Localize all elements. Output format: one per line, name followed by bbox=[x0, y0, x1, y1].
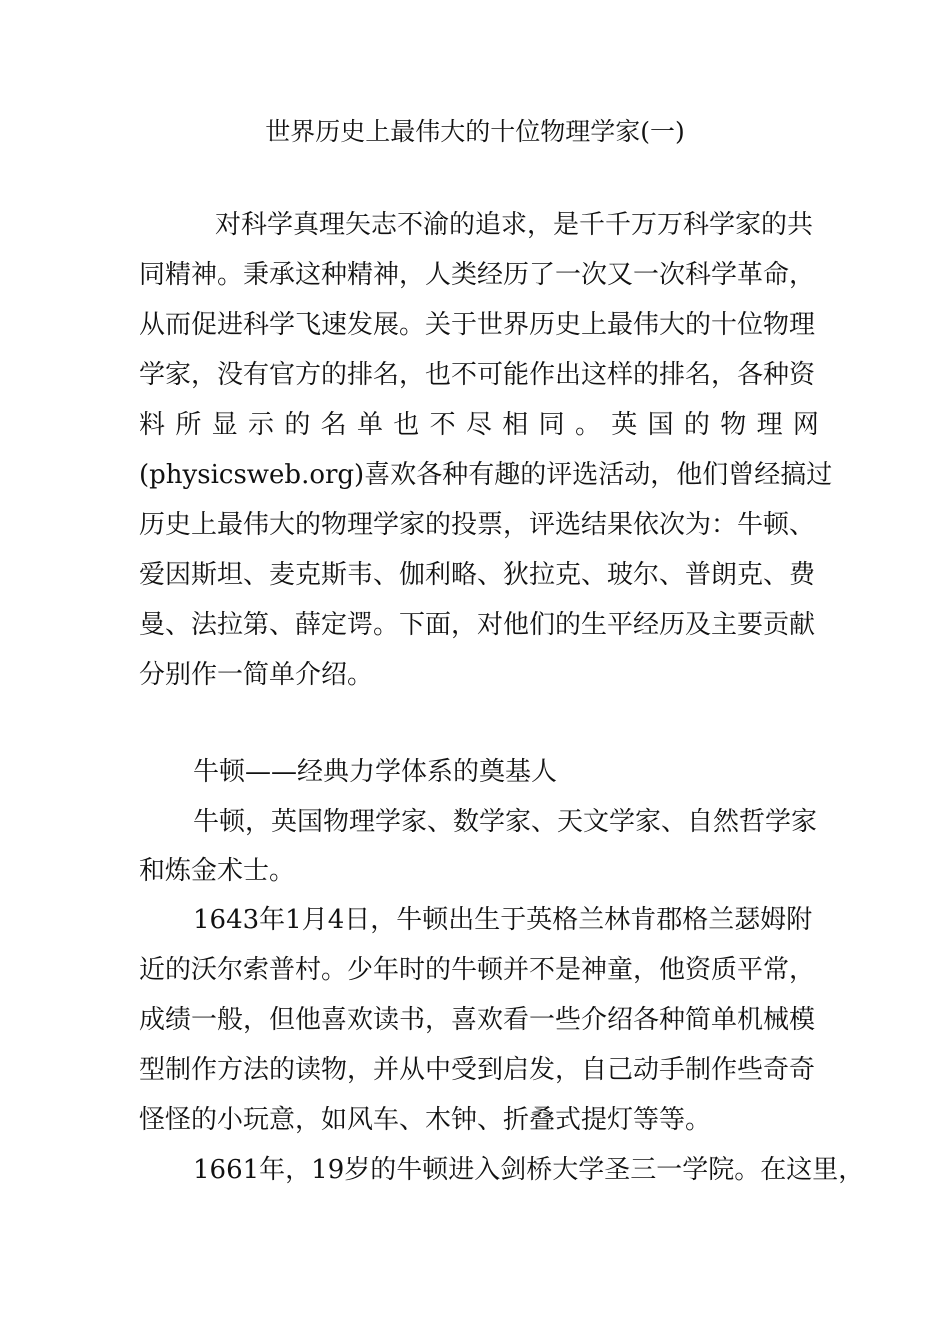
para1-line-2: 和炼金术士。 bbox=[139, 856, 296, 886]
para2-line-1: 1643年1月4日，牛顿出生于英格兰林肯郡格兰瑟姆附 bbox=[193, 905, 813, 935]
intro-line-5-char: 的 bbox=[284, 410, 311, 440]
document-title: 世界历史上最伟大的十位物理学家(一) bbox=[265, 117, 685, 146]
intro-line-4: 学家，没有官方的排名，也不可能作出这样的排名，各种资 bbox=[139, 360, 816, 390]
para3-line-1: 1661年，19岁的牛顿进入剑桥大学圣三一学院。在这里， bbox=[193, 1155, 865, 1185]
intro-line-5-char: 。 bbox=[574, 410, 601, 440]
intro-line-5-char: 相 bbox=[502, 410, 529, 440]
intro-line-5-char: 名 bbox=[320, 410, 347, 440]
intro-line-5-char: 示 bbox=[247, 410, 274, 440]
intro-line-5-char: 单 bbox=[356, 410, 383, 440]
intro-line-10: 分别作一简单介绍。 bbox=[139, 660, 374, 690]
intro-line-1: 对科学真理矢志不渝的追求，是千千万万科学家的共 bbox=[215, 210, 814, 240]
para2-line-2: 近的沃尔索普村。少年时的牛顿并不是神童，他资质平常， bbox=[139, 955, 816, 985]
para1-line-1: 牛顿，英国物理学家、数学家、天文学家、自然哲学家 bbox=[193, 807, 818, 837]
intro-line-5-char: 不 bbox=[429, 410, 456, 440]
intro-line-5-char: 网 bbox=[792, 410, 819, 440]
intro-line-5-char: 同 bbox=[538, 410, 565, 440]
intro-line-6: (physicsweb.org)喜欢各种有趣的评选活动，他们曾经搞过 bbox=[139, 460, 833, 490]
intro-line-5-char: 英 bbox=[611, 410, 638, 440]
intro-line-9: 曼、法拉第、薛定谔。下面，对他们的生平经历及主要贡献 bbox=[139, 610, 816, 640]
intro-line-5-char: 所 bbox=[175, 410, 202, 440]
para2-line-5: 怪怪的小玩意，如风车、木钟、折叠式提灯等等。 bbox=[139, 1105, 712, 1135]
intro-line-5-char: 的 bbox=[683, 410, 710, 440]
intro-line-5-char: 也 bbox=[393, 410, 420, 440]
intro-line-5-char: 国 bbox=[647, 410, 674, 440]
intro-line-8: 爱因斯坦、麦克斯韦、伽利略、狄拉克、玻尔、普朗克、费 bbox=[139, 560, 816, 590]
intro-line-5-char: 显 bbox=[211, 410, 238, 440]
intro-line-3: 从而促进科学飞速发展。关于世界历史上最伟大的十位物理 bbox=[139, 310, 816, 340]
section-heading: 牛顿——经典力学体系的奠基人 bbox=[193, 757, 558, 787]
para2-line-3: 成绩一般，但他喜欢读书，喜欢看一些介绍各种简单机械模 bbox=[139, 1005, 816, 1035]
intro-line-5-char: 尽 bbox=[465, 410, 492, 440]
intro-line-5-char: 物 bbox=[720, 410, 747, 440]
intro-line-5 bbox=[139, 405, 819, 445]
intro-line-2: 同精神。秉承这种精神，人类经历了一次又一次科学革命， bbox=[139, 260, 816, 290]
para2-line-4: 型制作方法的读物，并从中受到启发，自己动手制作些奇奇 bbox=[139, 1055, 816, 1085]
intro-line-5-char: 料 bbox=[139, 410, 166, 440]
intro-line-5-char: 理 bbox=[756, 410, 783, 440]
intro-line-7: 历史上最伟大的物理学家的投票，评选结果依次为：牛顿、 bbox=[139, 510, 816, 540]
